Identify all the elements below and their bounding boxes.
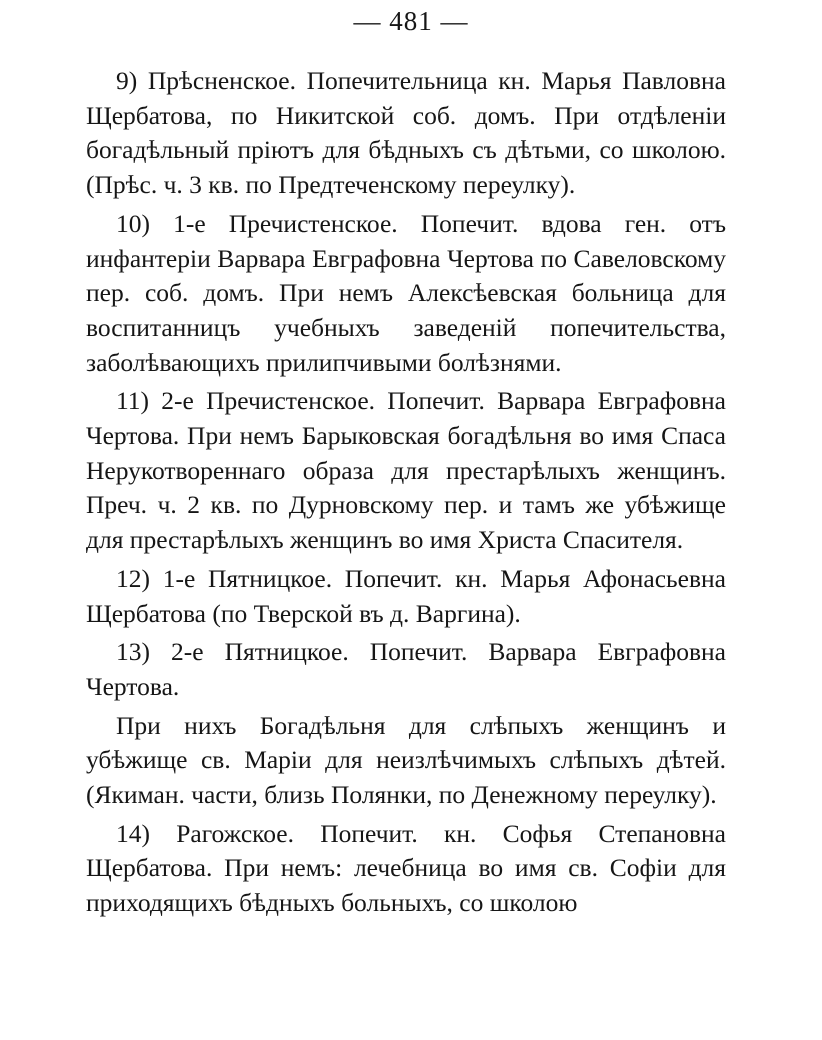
entry-11-prechistenskoe-2: 11) 2-е Пречистенское. Попечит. Варвара Евграфовна Чертова. При немъ Барыковская богадѣльня во имя Спаса Нерукотвореннаго образа для престарѣлыхъ женщинъ. Преч. ч. 2 кв. по Дурновскому пер. и тамъ же убѣжище для престарѣлыхъ женщинъ во имя Христа Спасителя. — [86, 386, 726, 555]
entry-13-note: При нихъ Богадѣльня для слѣпыхъ женщинъ и убѣжище св. Маріи для неизлѣчимыхъ слѣпыхъ дѣтей. (Якиман. части, близь Полянки, по Денежному переулку). — [86, 710, 726, 810]
entry-14-ragozhskoe: 14) Рагожское. Попечит. кн. Софья Степановна Щербатова. При немъ: лечебница во имя св. Софіи для приходящихъ бѣдныхъ больныхъ, со школою — [86, 818, 726, 918]
entry-12-pyatnitskoe-1: 12) 1-е Пятницкое. Попечит. кн. Марья Афонасьевна Щербатова (по Тверской въ д. Варгина). — [86, 563, 726, 628]
page-number: — 481 — — [353, 6, 469, 36]
entry-9-presnenskoe: 9) Прѣсненское. Попечительница кн. Марья Павловна Щербатова, по Никитской соб. домъ. При отдѣленіи богадѣльный пріютъ для бѣдныхъ съ дѣтьми, со школою. (Прѣс. ч. 3 кв. по Предтеченскому переулку). — [86, 66, 726, 200]
entry-10-prechistenskoe-1: 10) 1-е Пречистенское. Попечит. вдова ген. отъ инфантеріи Варвара Евграфовна Чертова по Савеловскому пер. соб. домъ. При немъ Алексѣевская больница для воспитанницъ учебныхъ заведеній попечительства, заболѣвающихъ прилипчивыми болѣзнями. — [86, 208, 726, 377]
entry-13-pyatnitskoe-2: 13) 2-е Пятницкое. Попечит. Варвара Евграфовна Чертова. — [86, 637, 726, 701]
page-text — [86, 64, 726, 921]
